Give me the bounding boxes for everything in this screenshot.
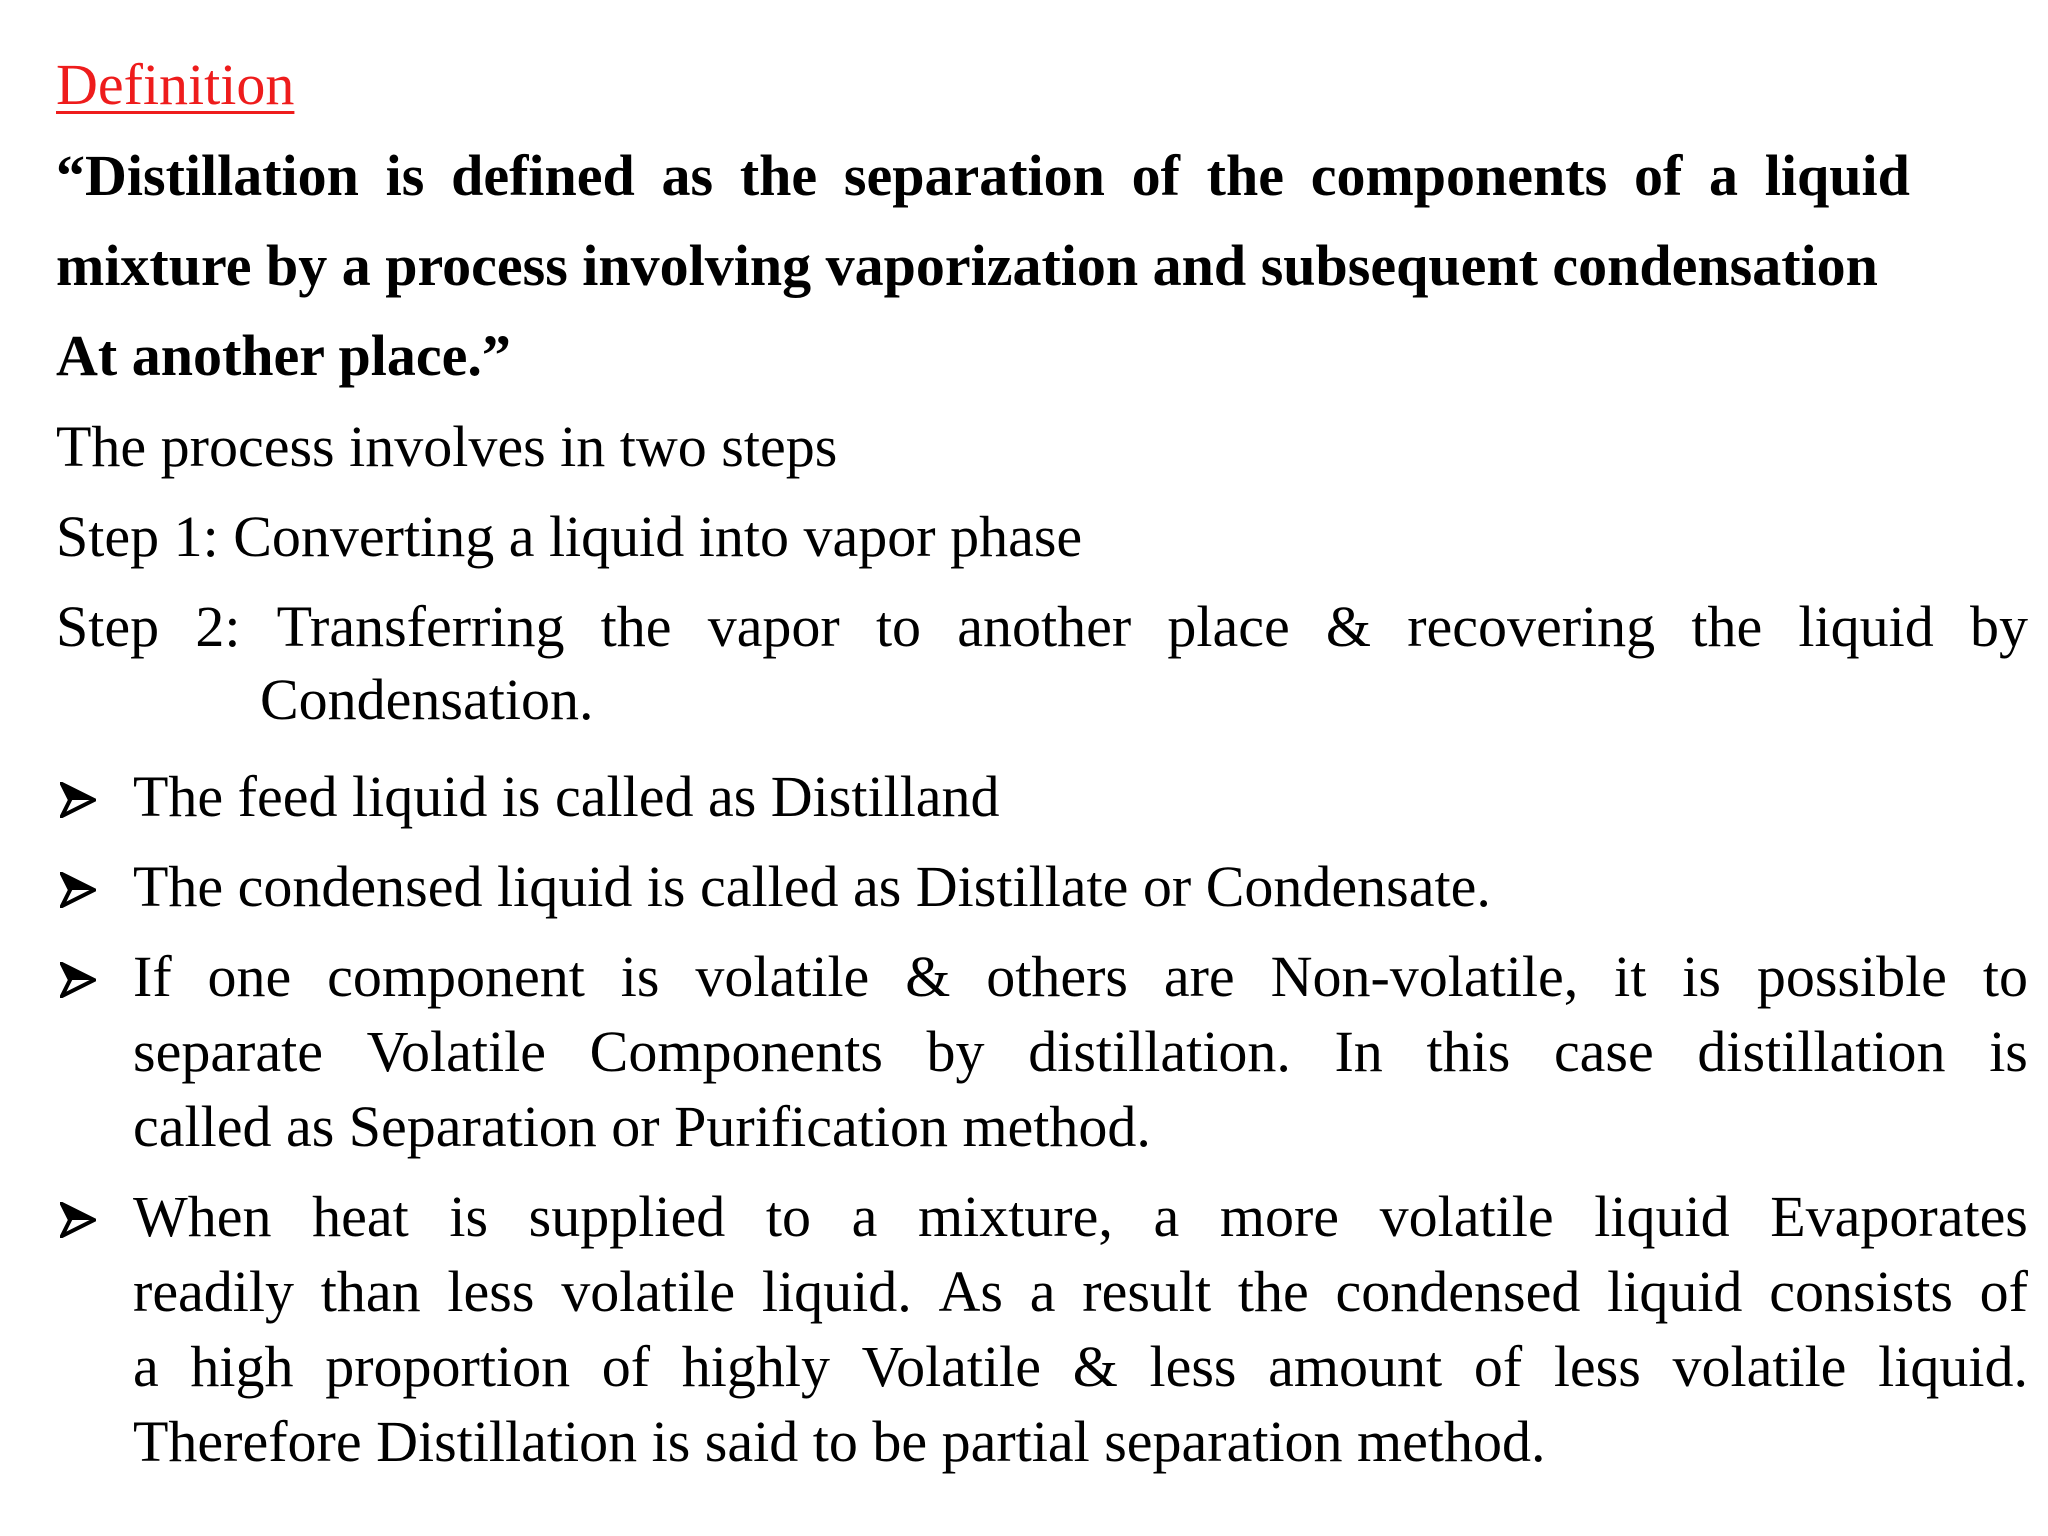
- word: component: [327, 944, 585, 1009]
- word: place: [1167, 594, 1290, 659]
- word: condensed: [1335, 1259, 1581, 1324]
- word: In: [1334, 1019, 1383, 1084]
- word: others: [986, 944, 1128, 1009]
- word: &: [905, 944, 951, 1009]
- word: the: [1691, 594, 1763, 659]
- word: are: [1163, 944, 1235, 1009]
- word: of: [1473, 1334, 1523, 1399]
- step-2-line-1: [56, 592, 2028, 662]
- word: defined: [451, 143, 635, 208]
- bullet-4-line-4: Therefore Distillation is said to be partial separation method.: [133, 1409, 1546, 1474]
- word: 2:: [195, 594, 241, 659]
- word: less: [447, 1259, 535, 1324]
- word: to: [875, 594, 922, 659]
- arrowhead-bullet-icon: [56, 762, 102, 832]
- word: “Distillation: [56, 143, 359, 208]
- bullet-3-line-2: [133, 1017, 2028, 1087]
- word: a: [1709, 143, 1738, 208]
- word: the: [600, 594, 672, 659]
- bullet-3-line-3: called as Separation or Purification method.: [133, 1094, 1151, 1159]
- word: &: [1325, 594, 1372, 659]
- word: liquid.: [1878, 1334, 2028, 1399]
- word: of: [601, 1334, 651, 1399]
- bullet-2-line-1: The condensed liquid is called as Distillate or Condensate.: [133, 854, 1491, 919]
- word: separation: [843, 143, 1105, 208]
- word: separate: [133, 1019, 323, 1084]
- word: distillation: [1697, 1019, 1946, 1084]
- word: Step: [56, 594, 160, 659]
- word: of: [1979, 1259, 2028, 1324]
- arrowhead-bullet-icon: [56, 1182, 102, 1252]
- word: liquid: [1594, 1184, 1730, 1249]
- word: less: [1149, 1334, 1237, 1399]
- word: readily: [133, 1259, 295, 1324]
- word: Components: [589, 1019, 883, 1084]
- word: less: [1553, 1334, 1641, 1399]
- word: distillation.: [1028, 1019, 1291, 1084]
- word: the: [739, 143, 818, 208]
- bullet-1-line-1: The feed liquid is called as Distilland: [133, 764, 1000, 829]
- word: supplied: [528, 1184, 726, 1249]
- word: to: [765, 1184, 811, 1249]
- word: more: [1219, 1184, 1340, 1249]
- arrowhead-bullet-icon: [56, 942, 102, 1012]
- word: is: [449, 1184, 489, 1249]
- word: Non-volatile,: [1270, 944, 1579, 1009]
- word: to: [1982, 944, 2028, 1009]
- word: is: [1989, 1019, 2028, 1084]
- word: liquid.: [761, 1259, 912, 1324]
- word: &: [1072, 1334, 1118, 1399]
- word: highly: [681, 1334, 830, 1399]
- word: proportion: [325, 1334, 571, 1399]
- word: of: [1633, 143, 1683, 208]
- word: amount: [1268, 1334, 1443, 1399]
- word: volatile: [1672, 1334, 1847, 1399]
- word: Evaporates: [1770, 1184, 2028, 1249]
- word: volatile: [561, 1259, 736, 1324]
- word: high: [190, 1334, 294, 1399]
- word: this: [1426, 1019, 1511, 1084]
- word: liquid: [1798, 594, 1934, 659]
- word: If: [133, 944, 172, 1009]
- word: heat: [312, 1184, 409, 1249]
- word: As: [938, 1259, 1003, 1324]
- word: mixture,: [917, 1184, 1113, 1249]
- word: case: [1553, 1019, 1654, 1084]
- word: a: [851, 1184, 878, 1249]
- word: volatile: [1379, 1184, 1554, 1249]
- arrowhead-bullet-icon: [56, 852, 102, 922]
- word: a: [133, 1334, 159, 1399]
- word: is: [620, 944, 660, 1009]
- bullet-4-line-2: [133, 1257, 2028, 1327]
- word: Volatile: [861, 1334, 1042, 1399]
- word: than: [320, 1259, 421, 1324]
- word: vapor: [707, 594, 840, 659]
- step-2-line-2: Condensation.: [260, 667, 594, 732]
- bullet-4-line-3: [133, 1332, 2028, 1402]
- word: Transferring: [276, 594, 565, 659]
- word: result: [1082, 1259, 1212, 1324]
- word: a: [1153, 1184, 1180, 1249]
- bullet-3-line-1: [133, 942, 2028, 1012]
- word: the: [1206, 143, 1284, 208]
- word: another: [957, 594, 1132, 659]
- word: Volatile: [366, 1019, 546, 1084]
- definition-line-1: [56, 141, 1910, 211]
- definition-line-2: mixture by a process involving vaporization and subsequent condensation: [56, 233, 1878, 298]
- word: is: [385, 143, 425, 208]
- process-intro: The process involves in two steps: [56, 414, 838, 479]
- word: is: [1682, 944, 1721, 1009]
- word: one: [207, 944, 292, 1009]
- word: recovering: [1407, 594, 1656, 659]
- word: by: [926, 1019, 985, 1084]
- word: consists: [1769, 1259, 1953, 1324]
- word: as: [661, 143, 714, 208]
- word: components: [1310, 143, 1608, 208]
- word: of: [1131, 143, 1180, 208]
- word: volatile: [695, 944, 870, 1009]
- bullet-4-line-1: [133, 1182, 2028, 1252]
- definition-line-3: At another place.”: [56, 323, 511, 388]
- word: possible: [1756, 944, 1947, 1009]
- word: a: [1029, 1259, 1056, 1324]
- step-1: Step 1: Converting a liquid into vapor phase: [56, 504, 1083, 569]
- word: When: [133, 1184, 272, 1249]
- word: the: [1237, 1259, 1309, 1324]
- word: liquid: [1607, 1259, 1743, 1324]
- word: it: [1614, 944, 1647, 1009]
- definition-heading: Definition: [56, 52, 295, 117]
- word: by: [1969, 594, 2028, 659]
- word: liquid: [1764, 143, 1910, 208]
